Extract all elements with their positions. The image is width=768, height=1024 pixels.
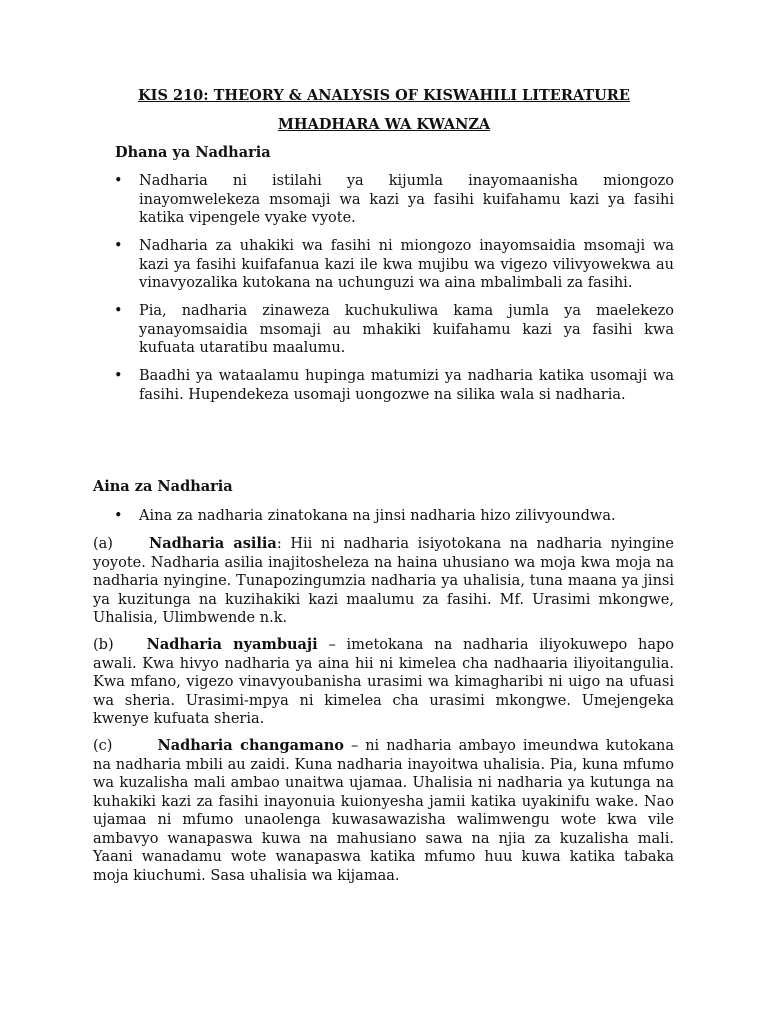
item-term: Nadharia changamano <box>157 737 344 754</box>
bullet-icon: • <box>114 238 123 254</box>
definition-bullet-list <box>114 172 674 414</box>
item-label: (b) <box>93 637 114 653</box>
item-separator: – <box>317 637 336 653</box>
list-item <box>114 507 674 526</box>
bullet-icon: • <box>114 368 123 384</box>
list-item-text: Pia, nadharia zinaweza kuchukuliwa kama jumla ya maelekezo yanayomsaidia msomaji au mhakiki kuifahamu kazi ya fasihi kwa kufuata utaratibu maalumu. <box>139 303 674 356</box>
bullet-icon: • <box>114 173 123 189</box>
list-item <box>114 172 674 228</box>
document-title: KIS 210: THEORY & ANALYSIS OF KISWAHILI LITERATURE <box>138 87 630 104</box>
list-item <box>114 367 674 404</box>
theory-item-c <box>93 737 674 885</box>
bullet-icon: • <box>114 508 123 524</box>
list-item-text: Aina za nadharia zinatokana na jinsi nadharia hizo zilivyoundwa. <box>139 508 616 524</box>
item-text: Hii ni nadharia isiyotokana na nadharia nyingine yoyote. Nadharia asilia inajitosheleza na haina uhusiano wa moja kwa moja na nadharia nyingine. Tunapozingumzia nadharia ya uhalisia, tuna maana ya jinsi ya kuzitunga na kuzihakiki kazi maalumu za fasihi. Mf. Urasimi mkongwe, Uhalisia, Ulimbwende n.k. <box>93 536 674 626</box>
item-text: imetokana na nadharia iliyokuwepo hapo awali. Kwa hivyo nadharia ya aina hii ni kimelea cha nadhaaria iliyoitangulia. Kwa mfano, vigezo vinavyoubanisha urasimi wa kimagharibi ni uigo na ufuasi wa sheria. Urasimi-mpya ni kimelea cha urasimi mkongwe. Umejengeka kwenye kufuata sheria. <box>93 637 675 727</box>
bullet-icon: • <box>114 303 123 319</box>
list-item-text: Nadharia za uhakiki wa fasihi ni miongozo inayomsaidia msomaji wa kazi ya fasihi kuifafanua kazi ile kwa mujibu wa vigezo vilivyowekwa au vinavyozalika kutokana na uchunguzi wa aina mbalimbali za fasihi. <box>139 238 674 291</box>
types-bullet-list <box>114 507 674 535</box>
theory-item-b <box>93 636 674 729</box>
item-label: (c) <box>93 738 113 754</box>
theory-item-a <box>93 535 674 628</box>
list-item <box>114 302 674 358</box>
item-term: Nadharia nyambuaji <box>146 636 318 653</box>
item-term: Nadharia asilia <box>148 535 277 552</box>
item-separator: : <box>276 536 282 552</box>
item-separator: – <box>343 738 359 754</box>
list-item <box>114 237 674 293</box>
list-item-text: Nadharia ni istilahi ya kijumla inayomaanisha miongozo inayomwelekeza msomaji wa kazi ya fasihi kuifahamu kazi ya fasihi katika vipengele vyake vyote. <box>139 173 674 226</box>
list-item-text: Baadhi ya wataalamu hupinga matumizi ya nadharia katika usomaji wa fasihi. Hupendekeza usomaji uongozwe na silika wala si nadharia. <box>139 368 674 403</box>
item-text: ni nadharia ambayo imeundwa kutokana na nadharia mbili au zaidi. Kuna nadharia inayoitwa uhalisia. Pia, kuna mfumo wa kuzalisha mali ambao unaitwa ujamaa. Uhalisia ni nadharia ya kutunga na kuhakiki kazi za fasihi inayonuia kuionyesha jamii katika uyakinifu wake. Nao ujamaa ni mfumo unaolenga kuwasawazisha walimwengu wote kwa vile ambavyo wanapaswa kuwa na mahusiano sawa na njia za kuzalisha mali. Yaani wanadamu wote wanapaswa katika mfumo huu kuwa katika tabaka moja kiuchumi. Sasa uhalisia wa kijamaa. <box>93 738 675 884</box>
section-heading-dhana: Dhana ya Nadharia <box>115 144 271 161</box>
section-heading-aina: Aina za Nadharia <box>93 478 233 495</box>
lecture-subtitle: MHADHARA WA KWANZA <box>277 116 491 133</box>
item-label: (a) <box>93 536 113 552</box>
